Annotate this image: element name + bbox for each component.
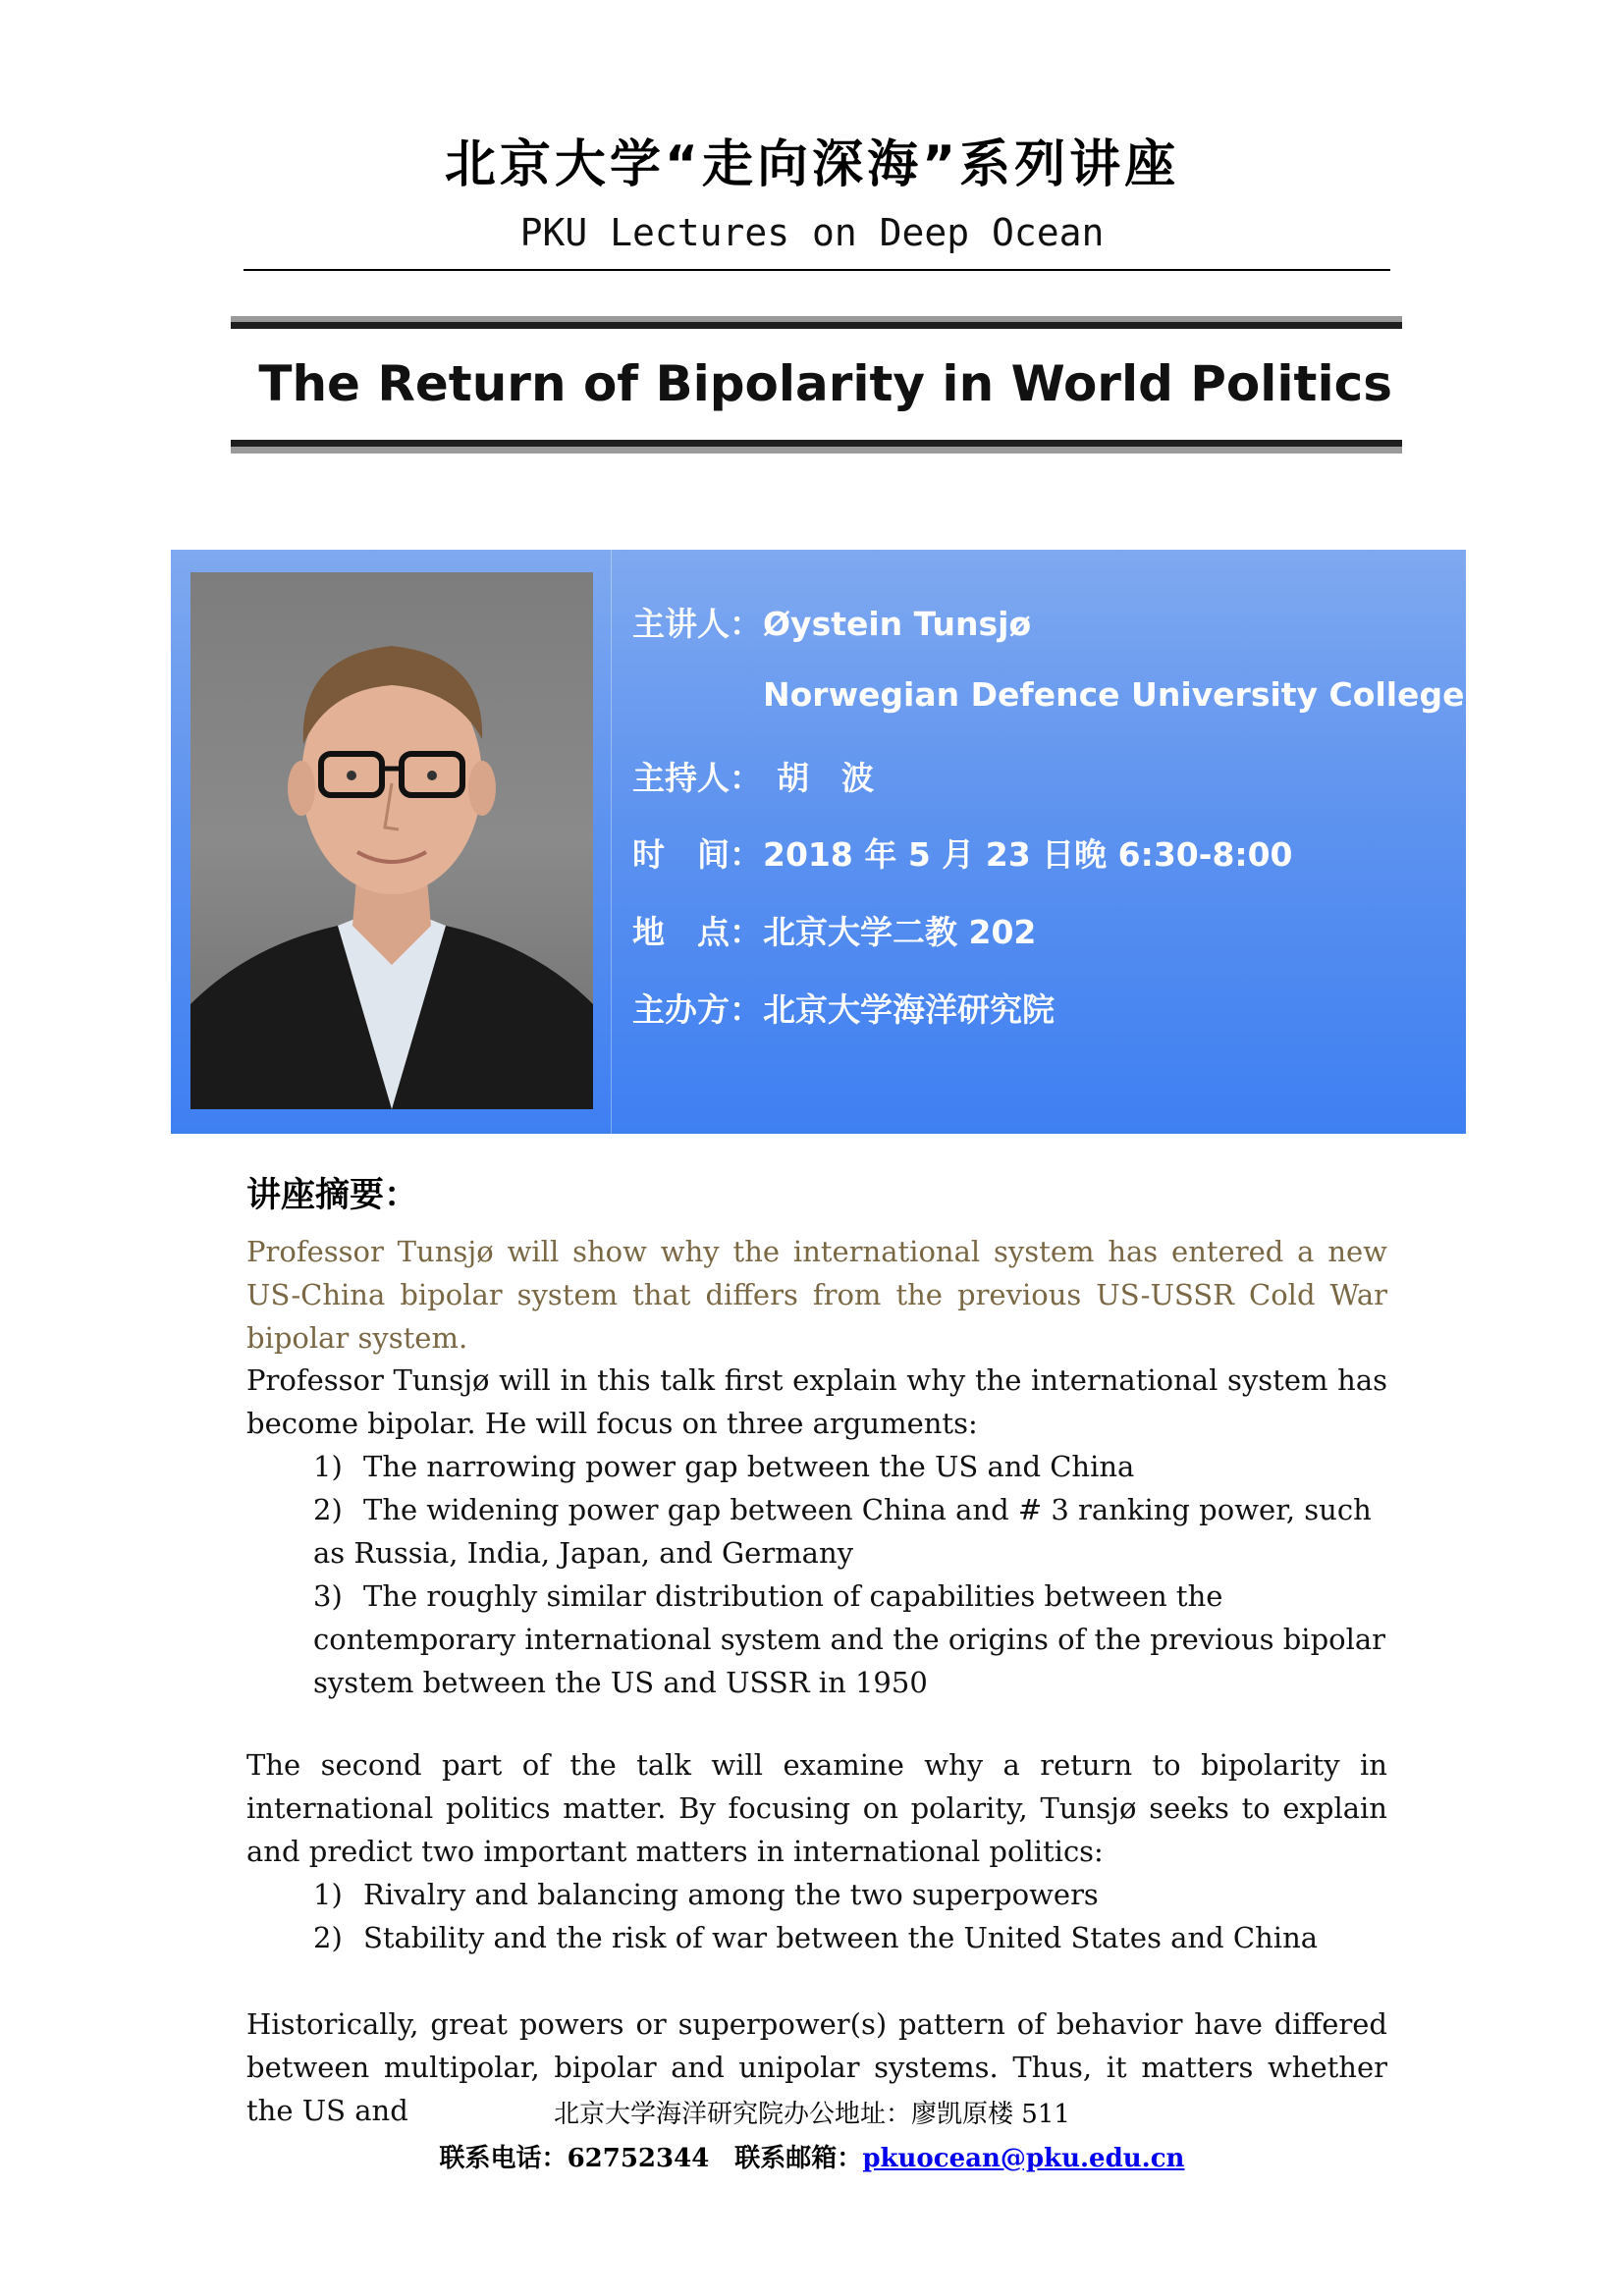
abstract-paragraph-2: The second part of the talk will examine why a return to bipolarity in international politics matter. By focusing on polarity, Tunsjø seeks to explain and predict two important matters in international politics: — [246, 1748, 1387, 1868]
list-text: The roughly similar distribution of capabilities between the contemporary international system and the origins of the previous bipolar system between the US and USSR in 1950 — [313, 1579, 1386, 1699]
list-item — [246, 1873, 1387, 1916]
email-link[interactable]: pkuocean@pku.edu.cn — [862, 2144, 1185, 2173]
list-number: 3) — [313, 1579, 343, 1613]
title-band-top-dark — [231, 322, 1402, 329]
series-subtitle: PKU Lectures on Deep Ocean — [519, 211, 1105, 254]
speaker-portrait-illustration — [190, 572, 593, 1109]
affiliation-row — [632, 675, 1464, 714]
speaker-name: Øystein Tunsjø — [763, 605, 1032, 643]
list-number: 2) — [313, 1921, 343, 1954]
host-row — [632, 753, 874, 799]
list-text: The narrowing power gap between the US and China — [363, 1450, 1135, 1483]
organizer-value: 北京大学海洋研究院 — [763, 990, 1055, 1029]
host-name: 胡 波 — [777, 759, 874, 797]
header-divider — [244, 269, 1390, 271]
abstract-paragraph-3: Historically, great powers or superpower(s) pattern of behavior have differed between multipolar, bipolar and unipolar systems. Thus, it matters whether the US and — [246, 2007, 1387, 2127]
implications-list — [246, 1873, 1387, 1959]
footer-address: 北京大学海洋研究院办公地址：廖凯原楼 511 — [554, 2100, 1070, 2129]
phone-label: 联系电话： — [439, 2144, 568, 2173]
list-text: Stability and the risk of war between the United States and China — [363, 1921, 1319, 1954]
abstract-intro: Professor Tunsjø will show why the international system has entered a new US-China bipolar system that differs from the previous US-USSR Cold War bipolar system. — [246, 1235, 1387, 1355]
email-label: 联系邮箱： — [734, 2144, 863, 2173]
speaker-photo — [190, 572, 593, 1109]
list-number: 2) — [313, 1493, 343, 1526]
speaker-label: 主讲人： — [632, 605, 762, 643]
host-label: 主持人： — [632, 759, 762, 797]
speaker-affiliation: Norwegian Defence University College — [763, 675, 1465, 714]
abstract-heading: 讲座摘要： — [246, 1176, 419, 1215]
arguments-list — [246, 1445, 1387, 1704]
info-panel-divider — [611, 550, 612, 1134]
list-number: 1) — [313, 1450, 343, 1483]
phone-number: 62752344 — [567, 2144, 710, 2173]
list-item — [246, 1445, 1387, 1488]
organizer-label: 主办方： — [632, 990, 762, 1029]
speaker-row — [632, 599, 1031, 645]
abstract-paragraph-1: Professor Tunsjø will in this talk first explain why the international system has become bipolar. He will focus on three arguments: — [246, 1363, 1387, 1440]
place-row — [632, 907, 1036, 953]
list-item — [246, 1916, 1387, 1959]
time-row — [632, 829, 1293, 876]
list-text: The widening power gap between China and # 3 ranking power, such as Russia, India, Japan, and Germany — [313, 1493, 1372, 1570]
place-value: 北京大学二教 202 — [763, 913, 1037, 951]
lecture-title: The Return of Bipolarity in World Politics — [258, 355, 1392, 412]
time-value: 2018 年 5 月 23 日晚 6:30-8:00 — [763, 835, 1293, 874]
footer-contact — [0, 2138, 1624, 2174]
series-title: 北京大学“走向深海”系列讲座 — [444, 135, 1180, 194]
organizer-row — [632, 985, 1055, 1031]
list-item — [246, 1575, 1387, 1704]
place-label: 地 点： — [632, 913, 762, 951]
list-number: 1) — [313, 1878, 343, 1911]
title-band-bottom-dark — [231, 440, 1402, 447]
list-text: Rivalry and balancing among the two superpowers — [363, 1878, 1099, 1911]
time-label: 时 间： — [632, 835, 762, 874]
title-band-bottom-light — [231, 447, 1402, 454]
list-item — [246, 1488, 1387, 1575]
